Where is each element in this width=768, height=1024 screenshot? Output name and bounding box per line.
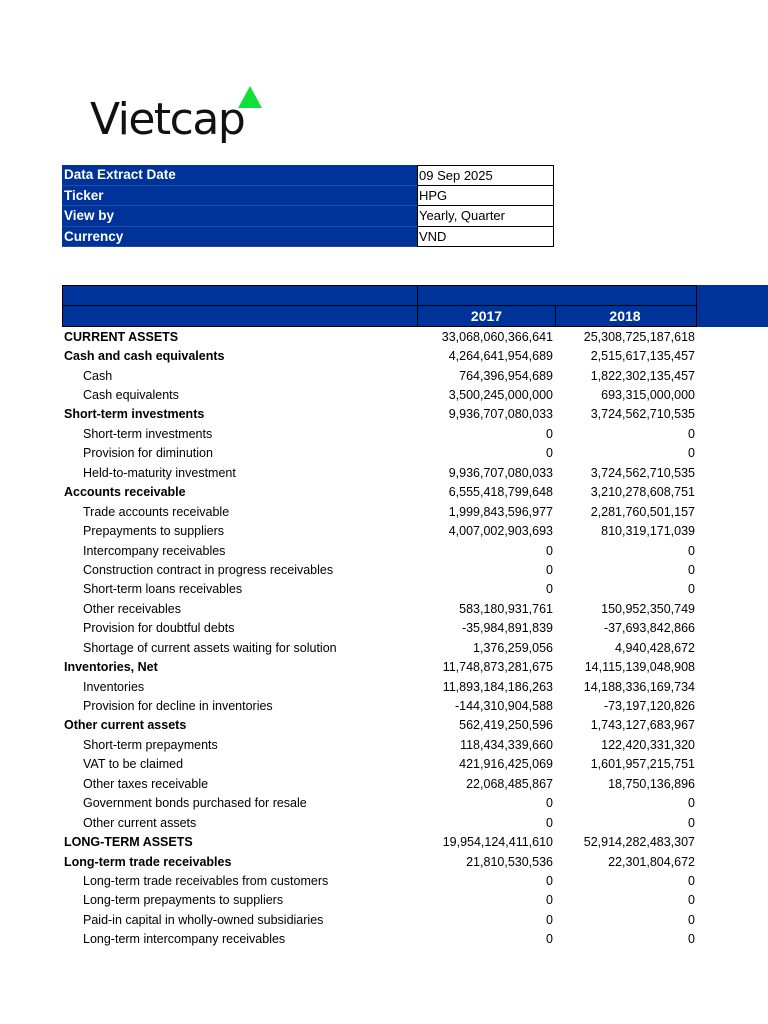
table-row [62,657,702,676]
value-2017[interactable]: 4,264,641,954,689 [448,349,553,364]
value-2018[interactable]: 0 [688,932,695,947]
value-2018[interactable]: 14,188,336,169,734 [583,679,695,694]
table-row [62,891,702,910]
row-label[interactable]: Cash and cash equivalents [64,349,225,364]
value-2018[interactable]: 0 [688,582,695,597]
row-label[interactable]: Provision for diminution [83,446,213,461]
value-2018[interactable]: 0 [688,446,695,461]
table-row [62,677,702,696]
row-label[interactable]: Other current assets [83,815,197,830]
table-row [62,463,702,482]
row-label[interactable]: VAT to be claimed [83,757,184,772]
value-2017[interactable]: 0 [546,543,553,558]
table-row [62,560,702,579]
value-2018[interactable]: 2,515,617,135,457 [590,349,695,364]
value-2018[interactable]: 1,822,302,135,457 [590,368,695,383]
value-2017[interactable]: 11,748,873,281,675 [442,660,553,675]
table-row [62,405,702,424]
table-row [62,832,702,851]
year-header-2018[interactable]: 2018 [609,308,641,324]
table-row [62,794,702,813]
row-label[interactable]: Other current assets [64,718,187,733]
vietcap-logo [90,84,270,154]
value-2018[interactable]: 0 [688,893,695,908]
value-2017[interactable]: 118,434,339,660 [460,737,553,752]
value-2018[interactable]: 0 [688,543,695,558]
year-header-2017[interactable]: 2017 [418,306,556,326]
table-row [62,852,702,871]
table-row [62,483,702,502]
meta-label: Data Extract Date [62,165,417,186]
value-2018[interactable]: -37,693,842,866 [603,621,695,636]
value-2018[interactable]: 0 [688,796,695,811]
value-2018[interactable]: 3,724,562,710,535 [590,407,695,422]
row-label[interactable]: Cash [83,368,113,383]
value-2017[interactable]: 583,180,931,761 [459,601,553,616]
table-row [62,774,702,793]
table-row [62,521,702,540]
row-label[interactable]: Held-to-maturity investment [83,465,236,480]
header-band-overflow [697,285,768,327]
meta-row-view-by [62,206,554,227]
value-2017[interactable]: 0 [546,912,553,927]
value-2018[interactable]: 150,952,350,749 [601,601,695,616]
row-label[interactable]: LONG-TERM ASSETS [64,835,193,850]
meta-value[interactable]: Yearly, Quarter [417,206,554,227]
row-label[interactable]: Intercompany receivables [83,543,226,558]
row-label[interactable]: Other taxes receivable [83,776,209,791]
value-2017[interactable]: 21,810,530,536 [466,854,553,869]
row-label[interactable]: Government bonds purchased for resale [83,796,307,811]
row-label[interactable]: Long-term trade receivables [64,854,232,869]
row-label[interactable]: Long-term intercompany receivables [83,932,286,947]
row-label[interactable]: Cash equivalents [83,388,179,403]
value-2017[interactable]: 0 [546,582,553,597]
table-row [62,716,702,735]
value-2018[interactable]: 0 [688,426,695,441]
value-2017[interactable]: 421,916,425,069 [459,757,553,772]
table-row [62,502,702,521]
row-label[interactable]: Prepayments to suppliers [83,524,225,539]
logo-text: Vietcap [90,94,245,145]
value-2018[interactable]: 0 [688,562,695,577]
value-2017[interactable]: 9,936,707,080,033 [448,465,553,480]
value-2018[interactable]: 52,914,282,483,307 [583,835,695,850]
row-label[interactable]: Trade accounts receivable [83,504,230,519]
table-row [62,541,702,560]
table-header-years [62,306,697,327]
row-label[interactable]: Construction contract in progress receivables [83,562,334,577]
value-2018[interactable]: 25,308,725,187,618 [583,329,695,344]
logo-triangle-icon [238,86,262,108]
table-row [62,910,702,929]
value-2018[interactable]: 3,210,278,608,751 [590,485,695,500]
table-row [62,696,702,715]
table-row [62,366,702,385]
value-2017[interactable]: 4,007,002,903,693 [448,524,553,539]
row-label[interactable]: Other receivables [83,601,181,616]
table-row [62,444,702,463]
meta-row-extract-date [62,165,554,186]
value-2017[interactable]: 0 [546,815,553,830]
value-2017[interactable]: 764,396,954,689 [459,368,553,383]
value-2017[interactable]: 0 [546,426,553,441]
meta-row-ticker [62,186,554,207]
table-row [62,813,702,832]
value-2018[interactable]: 1,743,127,683,967 [590,718,695,733]
row-label[interactable]: Long-term prepayments to suppliers [83,893,284,908]
value-2017[interactable]: 0 [546,873,553,888]
table-header-top [62,285,697,306]
value-2017[interactable]: 19,954,124,411,610 [442,835,553,850]
table-row [62,930,702,949]
value-2017[interactable]: 0 [546,562,553,577]
header-blank-cell [63,286,418,305]
row-label[interactable]: Short-term investments [83,426,213,441]
meta-value[interactable]: 09 Sep 2025 [417,165,554,186]
meta-value[interactable]: HPG [417,186,554,207]
value-2018[interactable]: 693,315,000,000 [601,388,695,403]
row-label[interactable]: Inventories [83,679,145,694]
table-row [62,424,702,443]
value-2018[interactable]: 0 [688,912,695,927]
value-2018[interactable]: 0 [688,873,695,888]
value-2018[interactable]: 2,281,760,501,157 [590,504,695,519]
row-label[interactable]: Paid-in capital in wholly-owned subsidiaries [83,912,324,927]
row-label[interactable]: Provision for doubtful debts [83,621,235,636]
value-2017[interactable]: 22,068,485,867 [466,776,553,791]
table-row [62,599,702,618]
table-row [62,580,702,599]
table-row [62,346,702,365]
value-2018[interactable]: 810,319,171,039 [601,524,695,539]
value-2017[interactable]: 9,936,707,080,033 [448,407,553,422]
table-row [62,327,702,346]
table-row [62,619,702,638]
header-label-cell [63,306,418,326]
meta-row-currency [62,227,554,248]
value-2017[interactable]: -144,310,904,588 [454,699,553,714]
row-label[interactable]: Short-term loans receivables [83,582,243,597]
meta-label: Ticker [62,186,417,207]
value-2018[interactable]: 122,420,331,320 [601,737,695,752]
meta-value[interactable]: VND [417,227,554,248]
table-row [62,735,702,754]
row-label[interactable]: Short-term prepayments [83,737,218,752]
row-label[interactable]: Long-term trade receivables from customers [83,873,329,888]
row-label[interactable]: CURRENT ASSETS [64,329,179,344]
value-2017[interactable]: 6,555,418,799,648 [448,485,553,500]
extract-info-table [62,165,554,247]
balance-sheet-rows [62,327,702,949]
value-2018[interactable]: 3,724,562,710,535 [590,465,695,480]
table-row [62,871,702,890]
meta-label: Currency [62,227,417,248]
value-2017[interactable]: 562,419,250,596 [459,718,553,733]
value-2017[interactable]: 1,376,259,056 [473,640,553,655]
meta-label: View by [62,206,417,227]
value-2017[interactable]: 0 [546,932,553,947]
value-2018[interactable]: 0 [688,815,695,830]
row-label[interactable]: Inventories, Net [64,660,158,675]
table-row [62,755,702,774]
value-2018[interactable]: 14,115,139,048,908 [584,660,695,675]
row-label[interactable]: Shortage of current assets waiting for solution [83,640,337,655]
value-2017[interactable]: 0 [546,893,553,908]
table-row [62,638,702,657]
value-2018[interactable]: 4,940,428,672 [615,640,695,655]
row-label[interactable]: Accounts receivable [64,485,186,500]
value-2018[interactable]: 22,301,804,672 [608,854,695,869]
value-2018[interactable]: 18,750,136,896 [608,776,695,791]
value-2017[interactable]: -35,984,891,839 [461,621,553,636]
value-2018[interactable]: 1,601,957,215,751 [590,757,695,772]
value-2017[interactable]: 3,500,245,000,000 [448,388,553,403]
value-2017[interactable]: 0 [546,796,553,811]
row-label[interactable]: Short-term investments [64,407,205,422]
value-2017[interactable]: 33,068,060,366,641 [441,329,553,344]
value-2017[interactable]: 0 [546,446,553,461]
row-label[interactable]: Provision for decline in inventories [83,699,273,714]
value-2017[interactable]: 11,893,184,186,263 [442,679,553,694]
value-2017[interactable]: 1,999,843,596,977 [448,504,553,519]
table-row [62,385,702,404]
value-2018[interactable]: -73,197,120,826 [603,699,695,714]
